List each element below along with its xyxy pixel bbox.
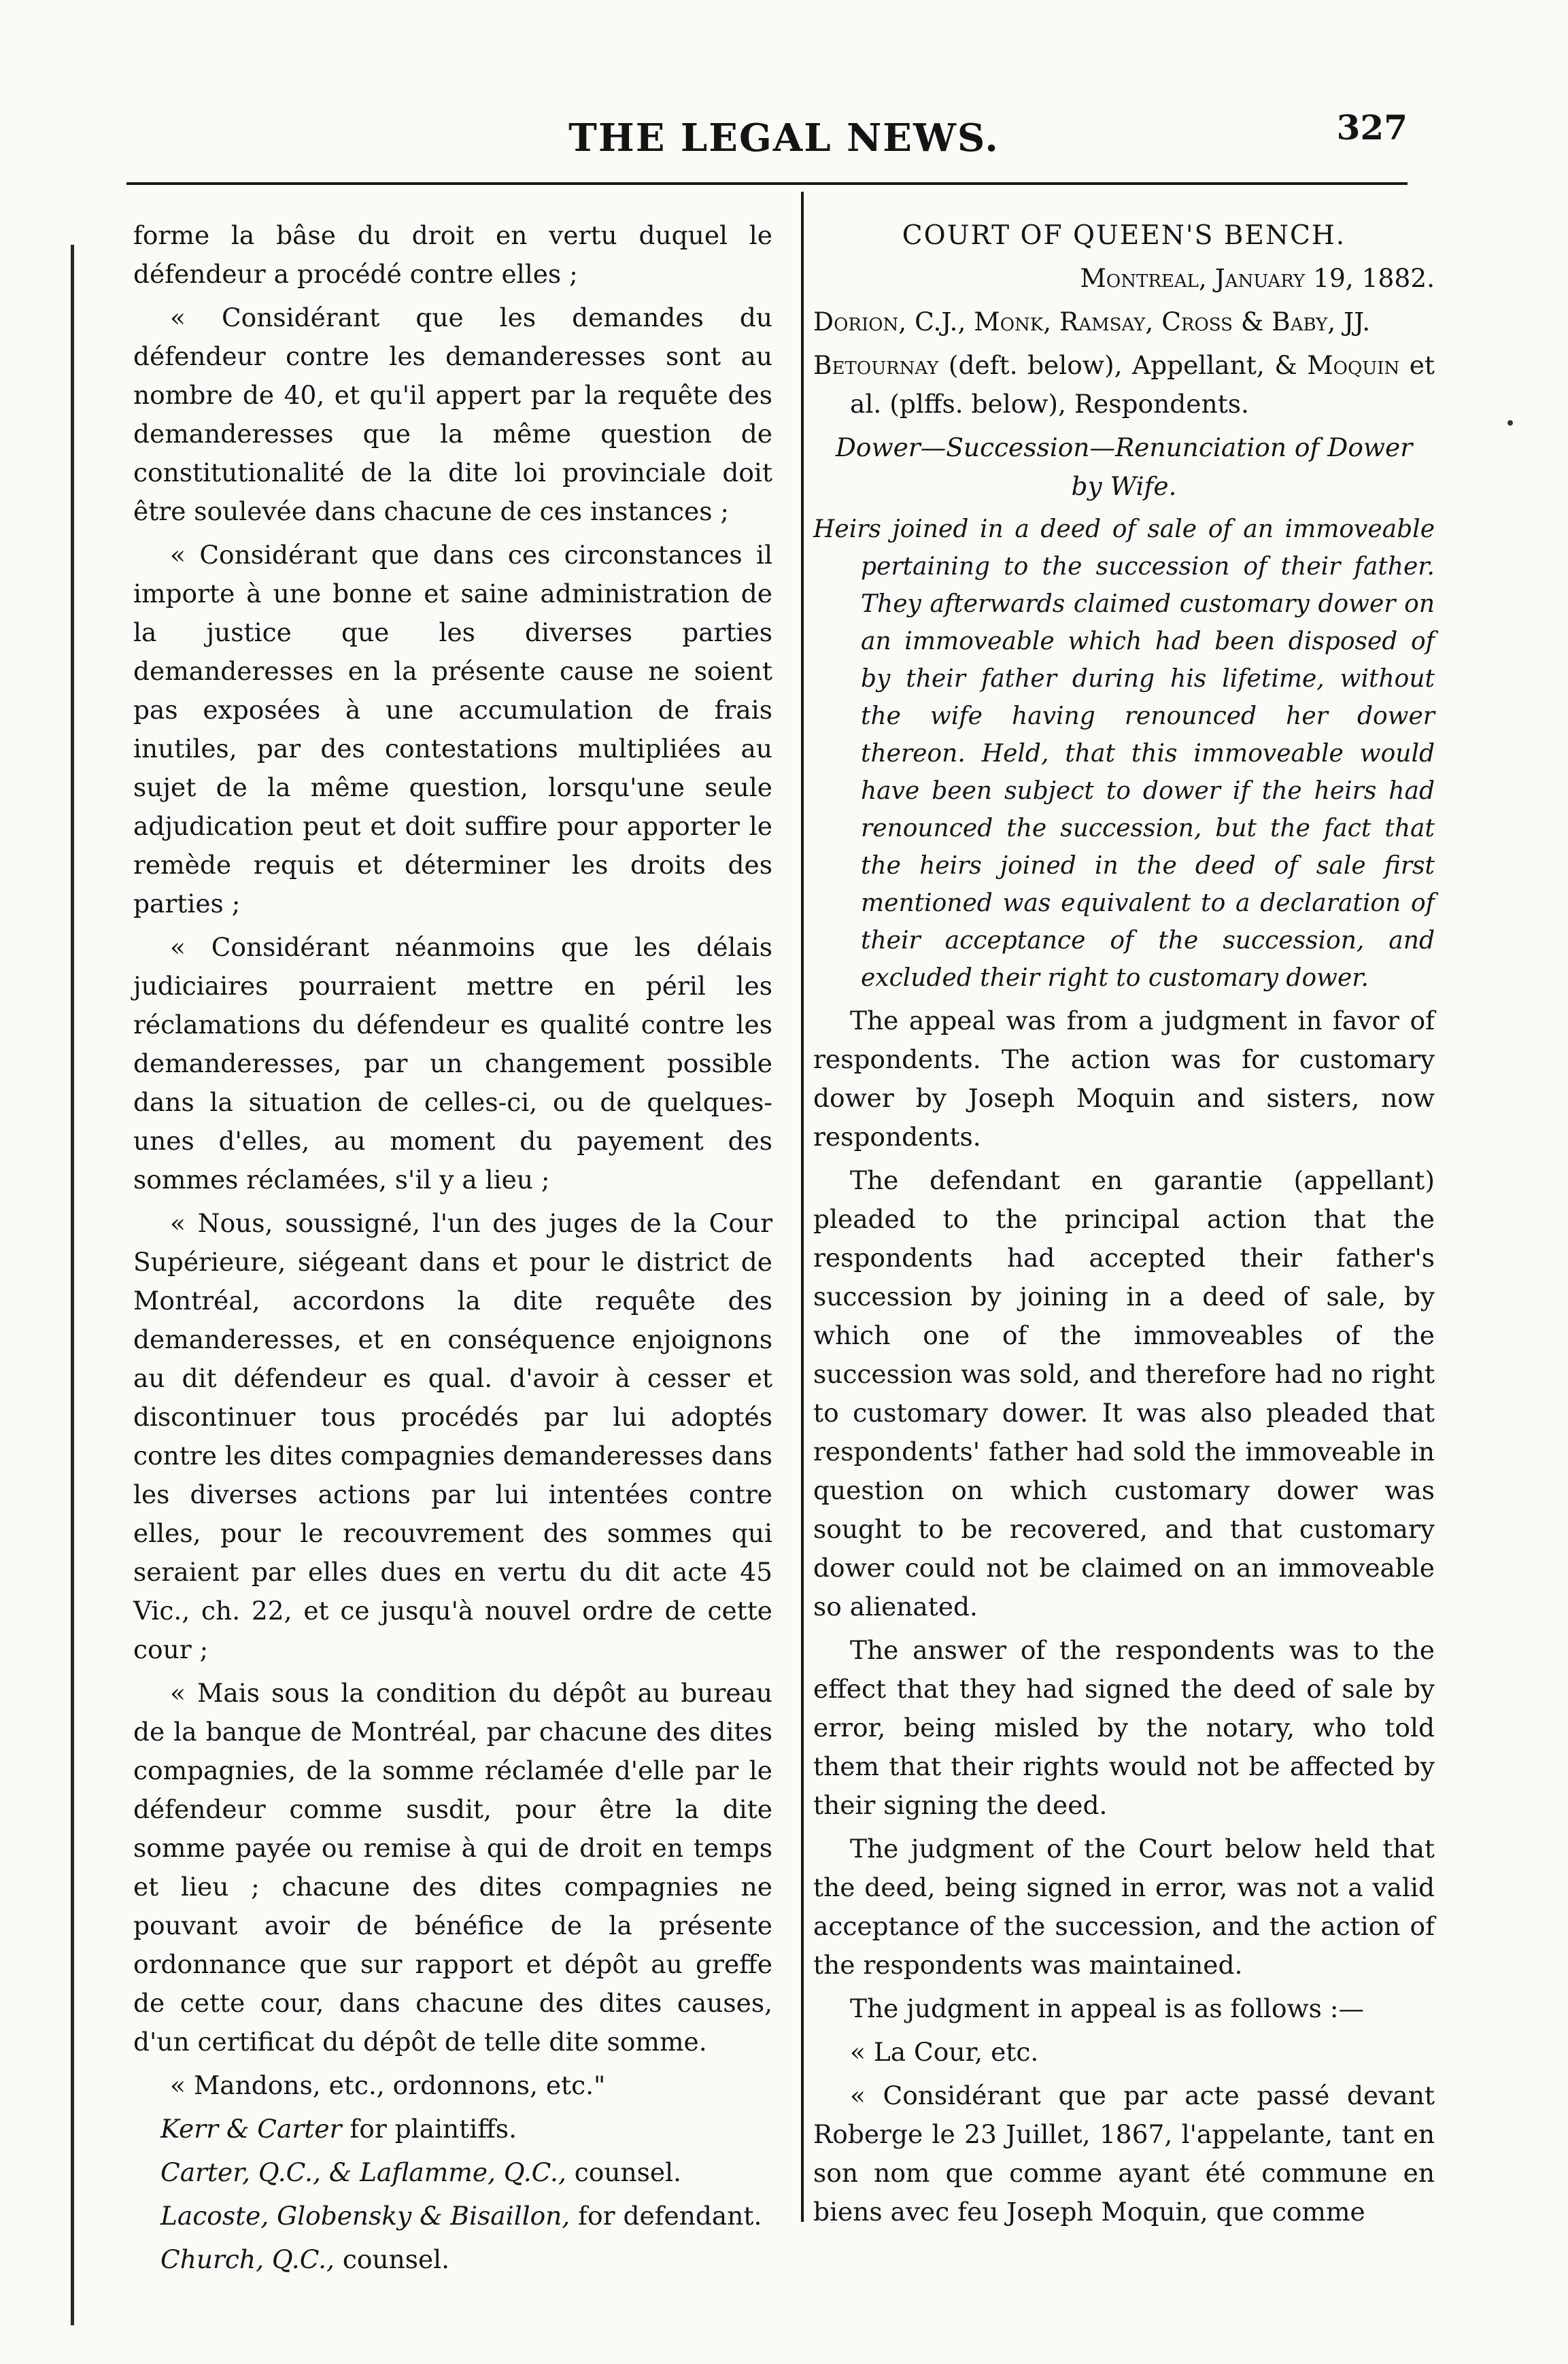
paragraph: « Considérant néanmoins que les délais judiciaires pourraient mettre en péril les réclamations du défendeur es qualité contre les demanderesses, par un changement possible dans la situation de celles-ci, ou de quelques-unes d'elles, au moment du payement des sommes réclamées, s'il y a lieu ;: [133, 932, 772, 1195]
counsel-names: Kerr & Carter: [160, 2114, 342, 2144]
paragraph: The judgment of the Court below held that the deed, being signed in error, was not a valid acceptance of the succession, and the action of the respondents was maintained.: [813, 1834, 1435, 1980]
paragraph: « Nous, soussigné, l'un des juges de la Cour Supérieure, siégeant dans et pour le district de Montréal, accordons la dite requête des demanderesses, et en conséquence enjoignons au dit défendeur es qual. d'avoir à cesser et discontinuer tous procédés par lui adoptés contre les dites compagnies demanderesses dans les diverses actions par lui intentées contre elles, pour le recouvrement des sommes qui seraient par elles dues en vertu du dit acte 45 Vic., ch. 22, et ce jusqu'à nouvel ordre de cette cour ;: [133, 1208, 772, 1664]
paragraph: The defendant en garantie (appellant) pleaded to the principal action that the respondents had accepted their father's succession by joining in a deed of sale, by which one of the immoveables of the succession was sold, and therefore had no right to customary dower. It was also pleaded that respondents' father had sold the immoveable in question on which customary dower was sought to be recovered, and that customary dower could not be claimed on an immoveable so alienated.: [813, 1165, 1435, 1622]
right-column: [813, 216, 1435, 2236]
counsel-role: for defendant.: [578, 2201, 762, 2231]
counsel-role: counsel.: [574, 2157, 682, 2187]
paragraph: « Mandons, etc., ordonnons, etc.": [170, 2070, 606, 2100]
counsel-names: Lacoste, Globensky & Bisaillon,: [160, 2201, 570, 2231]
parties-tail: et al. (plffs. below), Respondents.: [850, 350, 1435, 419]
page-number: 327: [1336, 107, 1408, 148]
paragraph: The judgment in appeal is as follows :—: [850, 1993, 1364, 2023]
paragraph: « Considérant que par acte passé devant Roberge le 23 Juillet, 1867, l'appelante, tant en son nom que comme ayant été commune en biens avec feu Joseph Moquin, que comme: [813, 2080, 1435, 2227]
counsel-names: Church, Q.C.,: [160, 2244, 335, 2274]
counsel-role: for plaintiffs.: [350, 2114, 517, 2144]
respondent-name: Moquin: [1307, 350, 1400, 380]
counsel-line: [133, 2240, 772, 2279]
case-date: Montreal, January 19, 1882.: [1080, 263, 1435, 293]
paragraph: The appeal was from a judgment in favor of respondents. The action was for customary dower by Joseph Moquin and sisters, now respondents.: [813, 1006, 1435, 1152]
page-spine-shadow: [71, 245, 74, 2325]
counsel-line: [133, 2153, 772, 2192]
parties-text: (deft. below), Appellant, &: [938, 350, 1308, 380]
column-divider: [801, 192, 804, 2222]
paragraph: The answer of the respondents was to the effect that they had signed the deed of sale by error, being misled by the notary, who told them that their rights would not be affected by their signing the deed.: [813, 1635, 1435, 1820]
headnote: Heirs joined in a deed of sale of an immoveable pertaining to the succession of their father. They afterwards claimed customary dower on an immoveable which had been disposed of by their father during his lifetime, without the wife having renounced her dower thereon. Held, that this immoveable would have been subject to dower if the heirs had renounced the succession, but the fact that the heirs joined in the deed of sale first mentioned was equivalent to a declaration of their acceptance of the succession, and excluded their right to customary dower.: [813, 515, 1435, 992]
court-heading: COURT OF QUEEN'S BENCH.: [902, 220, 1346, 251]
judges-line: Dorion, C.J., Monk, Ramsay, Cross & Baby, JJ.: [813, 307, 1371, 337]
paragraph: « Considérant que les demandes du défendeur contre les demanderesses sont au nombre de 40, et qu'il appert par la requête des demanderesses que la même question de constitutionalité de la dite loi provinciale doit être soulevée dans chacune de ces instances ;: [133, 303, 772, 526]
paragraph: « Considérant que dans ces circonstances il importe à une bonne et saine administration de la justice que les diverses parties demanderesses en la présente cause ne soient pas exposées à une accumulation de frais inutiles, par des contestations multipliées au sujet de la même question, lorsqu'une seule adjudication peut et doit suffire pour apporter le remède requis et déterminer les droits des parties ;: [133, 540, 772, 919]
subject-line: Dower—Succession—Renunciation of Dower by Wife.: [835, 432, 1413, 501]
counsel-line: [133, 2197, 772, 2235]
parties-line: [813, 346, 1435, 424]
header-rule: [126, 182, 1408, 185]
left-column: [133, 216, 772, 2284]
paragraph: « La Cour, etc.: [850, 2037, 1039, 2067]
stray-mark: [1507, 420, 1513, 426]
counsel-names: Carter, Q.C., & Laflamme, Q.C.,: [160, 2157, 566, 2187]
counsel-role: counsel.: [342, 2244, 450, 2274]
paragraph: « Mais sous la condition du dépôt au bureau de la banque de Montréal, par chacune des dites compagnies, de la somme réclamée d'elle par le défendeur comme susdit, pour être la dite somme payée ou remise à qui de droit en temps et lieu ; chacune des dites compagnies ne pouvant avoir de bénéfice de la présente ordonnance que sur rapport et dépôt au greffe de cette cour, dans chacune des dites causes, d'un certificat du dépôt de telle dite somme.: [133, 1678, 772, 2057]
appellant-name: Betournay: [813, 350, 939, 380]
journal-title: THE LEGAL NEWS.: [568, 116, 1000, 160]
counsel-line: [133, 2110, 772, 2148]
paragraph: forme la bâse du droit en vertu duquel le défendeur a procédé contre elles ;: [133, 220, 772, 289]
